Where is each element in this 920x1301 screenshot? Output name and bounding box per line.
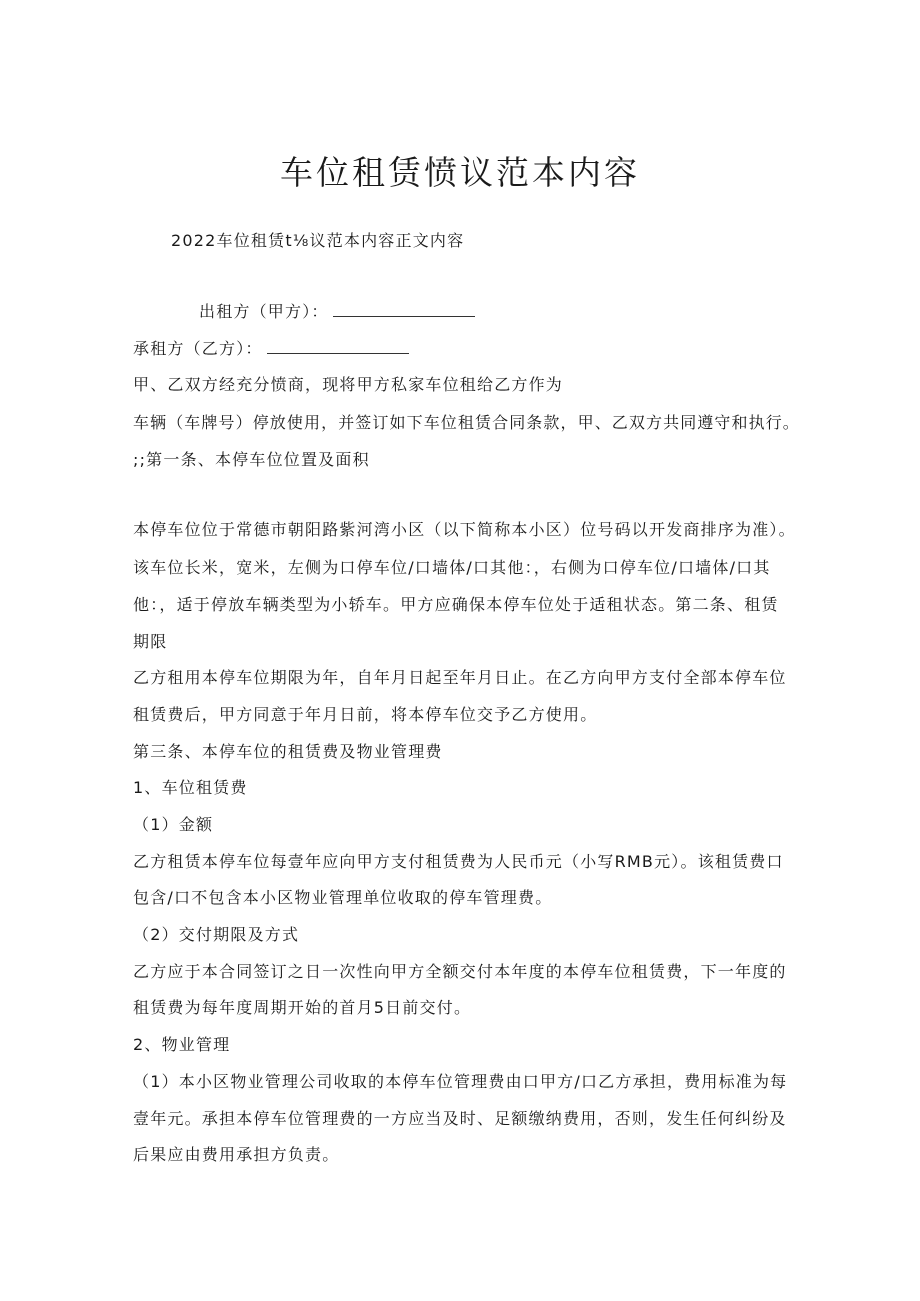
paragraph-line: 乙方租赁本停车位每壹年应向甲方支付租赁费为人民币元（小写RMB元）。该租赁费口 — [133, 852, 784, 871]
lessee-blank — [267, 339, 409, 354]
paragraph-line: 后果应由费用承担方负责。 — [133, 1145, 340, 1164]
paragraph-line: （1）本小区物业管理公司收取的本停车位管理费由口甲方/口乙方承担，费用标准为每 — [133, 1072, 788, 1091]
lessor-blank — [333, 302, 475, 317]
paragraph-line: 乙方租用本停车位期限为年，自年月日起至年月日止。在乙方向甲方支付全部本停车位 — [133, 668, 787, 687]
paragraph-line: 他：，适于停放车辆类型为小轿车。甲方应确保本停车位处于适租状态。第二条、租赁 — [133, 595, 779, 614]
paragraph-line: 租赁费为每年度周期开始的首月5日前交付。 — [133, 998, 472, 1017]
section-heading: ;;第一条、本停车位位置及面积 — [133, 450, 370, 469]
paragraph-line: 该车位长米，宽米，左侧为口停车位/口墙体/口其他：，右侧为口停车位/口墙体/口其 — [133, 558, 771, 577]
document-subtitle: 2022车位租赁t⅛议范本内容正文内容 — [171, 231, 465, 250]
paragraph-line: 壹年元。承担本停车位管理费的一方应当及时、足额缴纳费用，否则，发生任何纠纷及 — [133, 1109, 787, 1128]
lessor-line — [199, 302, 475, 322]
sub-heading: 1、车位租赁费 — [133, 778, 248, 797]
lessee-line — [133, 339, 409, 359]
lessee-label: 承租方（乙方）： — [133, 339, 263, 358]
paragraph-line: 车辆（车牌号）停放使用，并签订如下车位租赁合同条款，甲、乙双方共同遵守和执行。 — [133, 413, 800, 432]
paragraph-line: 期限 — [133, 632, 168, 651]
sub-heading: （2）交付期限及方式 — [133, 925, 300, 944]
section-heading: 第三条、本停车位的租赁费及物业管理费 — [133, 742, 443, 761]
paragraph-line: 甲、乙双方经充分愤商，现将甲方私家车位租给乙方作为 — [133, 375, 564, 394]
paragraph-line: 包含/口不包含本小区物业管理单位收取的停车管理费。 — [133, 888, 553, 907]
sub-heading: 2、物业管理 — [133, 1035, 231, 1054]
paragraph-line: 租赁费后，甲方同意于年月日前，将本停车位交予乙方使用。 — [133, 705, 598, 724]
paragraph-line: 本停车位位于常德市朝阳路紫河湾小区（以下简称本小区）位号码以开发商排序为准）。 — [133, 520, 796, 539]
paragraph-line: 乙方应于本合同签订之日一次性向甲方全额交付本年度的本停车位租赁费，下一年度的 — [133, 962, 787, 981]
lessor-label: 出租方（甲方）： — [199, 302, 329, 321]
sub-heading: （1）金额 — [133, 815, 214, 834]
document-title: 车位租赁愤议范本内容 — [280, 153, 640, 192]
